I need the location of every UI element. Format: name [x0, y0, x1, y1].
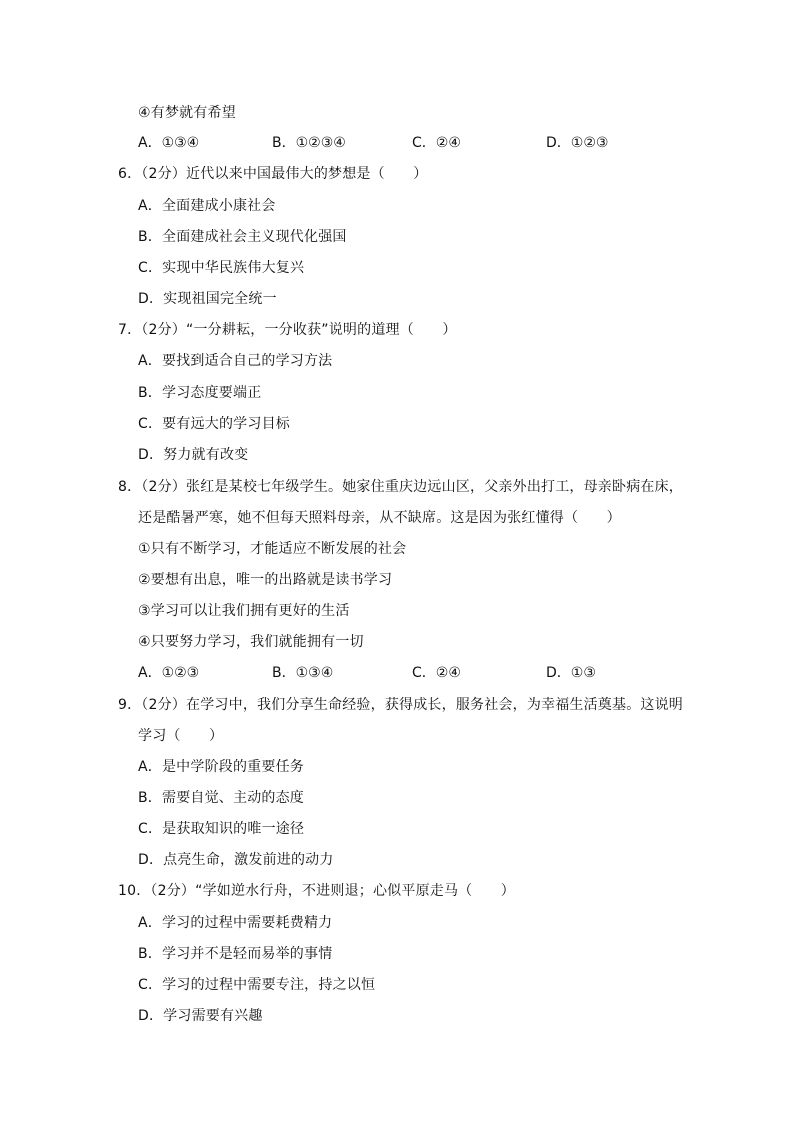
- q7-option-a[interactable]: A．要找到适合自己的学习方法: [138, 353, 333, 369]
- q7-option-b[interactable]: B．学习态度要端正: [138, 385, 262, 401]
- q9-option-c[interactable]: C．是获取知识的唯一途径: [138, 821, 305, 837]
- q6-option-a[interactable]: A．全面建成小康社会: [138, 198, 276, 214]
- q8-statement-3: ③学习可以让我们拥有更好的生活: [138, 603, 350, 619]
- q6-option-d[interactable]: D．实现祖国完全统一: [138, 291, 277, 307]
- q8-option-c[interactable]: C．②④: [412, 665, 461, 681]
- q7-option-d[interactable]: D．努力就有改变: [138, 447, 249, 463]
- q10-option-b[interactable]: B．学习并不是轻而易举的事情: [138, 946, 333, 962]
- q6-option-c[interactable]: C．实现中华民族伟大复兴: [138, 260, 305, 276]
- q9-stem-line-1: 9．（2分）在学习中，我们分享生命经验，获得成长，服务社会，为幸福生活奠基。这说明: [118, 697, 684, 713]
- q10-option-a[interactable]: A．学习的过程中需要耗费精力: [138, 915, 333, 931]
- q8-option-b[interactable]: B．①③④: [272, 665, 334, 681]
- q10-option-d[interactable]: D．学习需要有兴趣: [138, 1008, 263, 1024]
- q5-option-b[interactable]: B．①②③④: [272, 135, 346, 151]
- q5-option-a[interactable]: A．①③④: [138, 135, 200, 151]
- q8-option-a[interactable]: A．①②③: [138, 665, 200, 681]
- q8-option-d[interactable]: D．①③: [546, 665, 596, 681]
- q8-statement-1: ①只有不断学习，才能适应不断发展的社会: [138, 541, 407, 557]
- q8-statement-4: ④只要努力学习，我们就能拥有一切: [138, 634, 364, 650]
- q10-option-c[interactable]: C．学习的过程中需要专注，持之以恒: [138, 977, 376, 993]
- q8-stem-line-1: 8．（2分）张红是某校七年级学生。她家住重庆边远山区，父亲外出打工，母亲卧病在床，: [118, 479, 684, 495]
- q5-option-d[interactable]: D．①②③: [546, 135, 609, 151]
- q8-stem-line-2: 还是酷暑严寒，她不但每天照料母亲，从不缺席。这是因为张红懂得（ ）: [138, 510, 621, 526]
- q6-option-b[interactable]: B．全面建成社会主义现代化强国: [138, 229, 347, 245]
- q6-stem: 6．（2分）近代以来中国最伟大的梦想是（ ）: [118, 166, 428, 182]
- q9-option-a[interactable]: A．是中学阶段的重要任务: [138, 759, 304, 775]
- q5-option-c[interactable]: C．②④: [412, 135, 461, 151]
- q9-option-b[interactable]: B．需要自觉、主动的态度: [138, 790, 305, 806]
- q5-statement-4: ④有梦就有希望: [138, 105, 236, 121]
- q9-option-d[interactable]: D．点亮生命，激发前进的动力: [138, 852, 334, 868]
- q7-stem: 7．（2分）“一分耕耘，一分收获”说明的道理（ ）: [118, 322, 457, 338]
- q8-statement-2: ②要想有出息，唯一的出路就是读书学习: [138, 572, 393, 588]
- q7-option-c[interactable]: C．要有远大的学习目标: [138, 416, 290, 432]
- q9-stem-line-2: 学习（ ）: [138, 728, 224, 744]
- q10-stem: 10．（2分）“学如逆水行舟，不进则退；心似平原走马（ ）: [118, 883, 515, 899]
